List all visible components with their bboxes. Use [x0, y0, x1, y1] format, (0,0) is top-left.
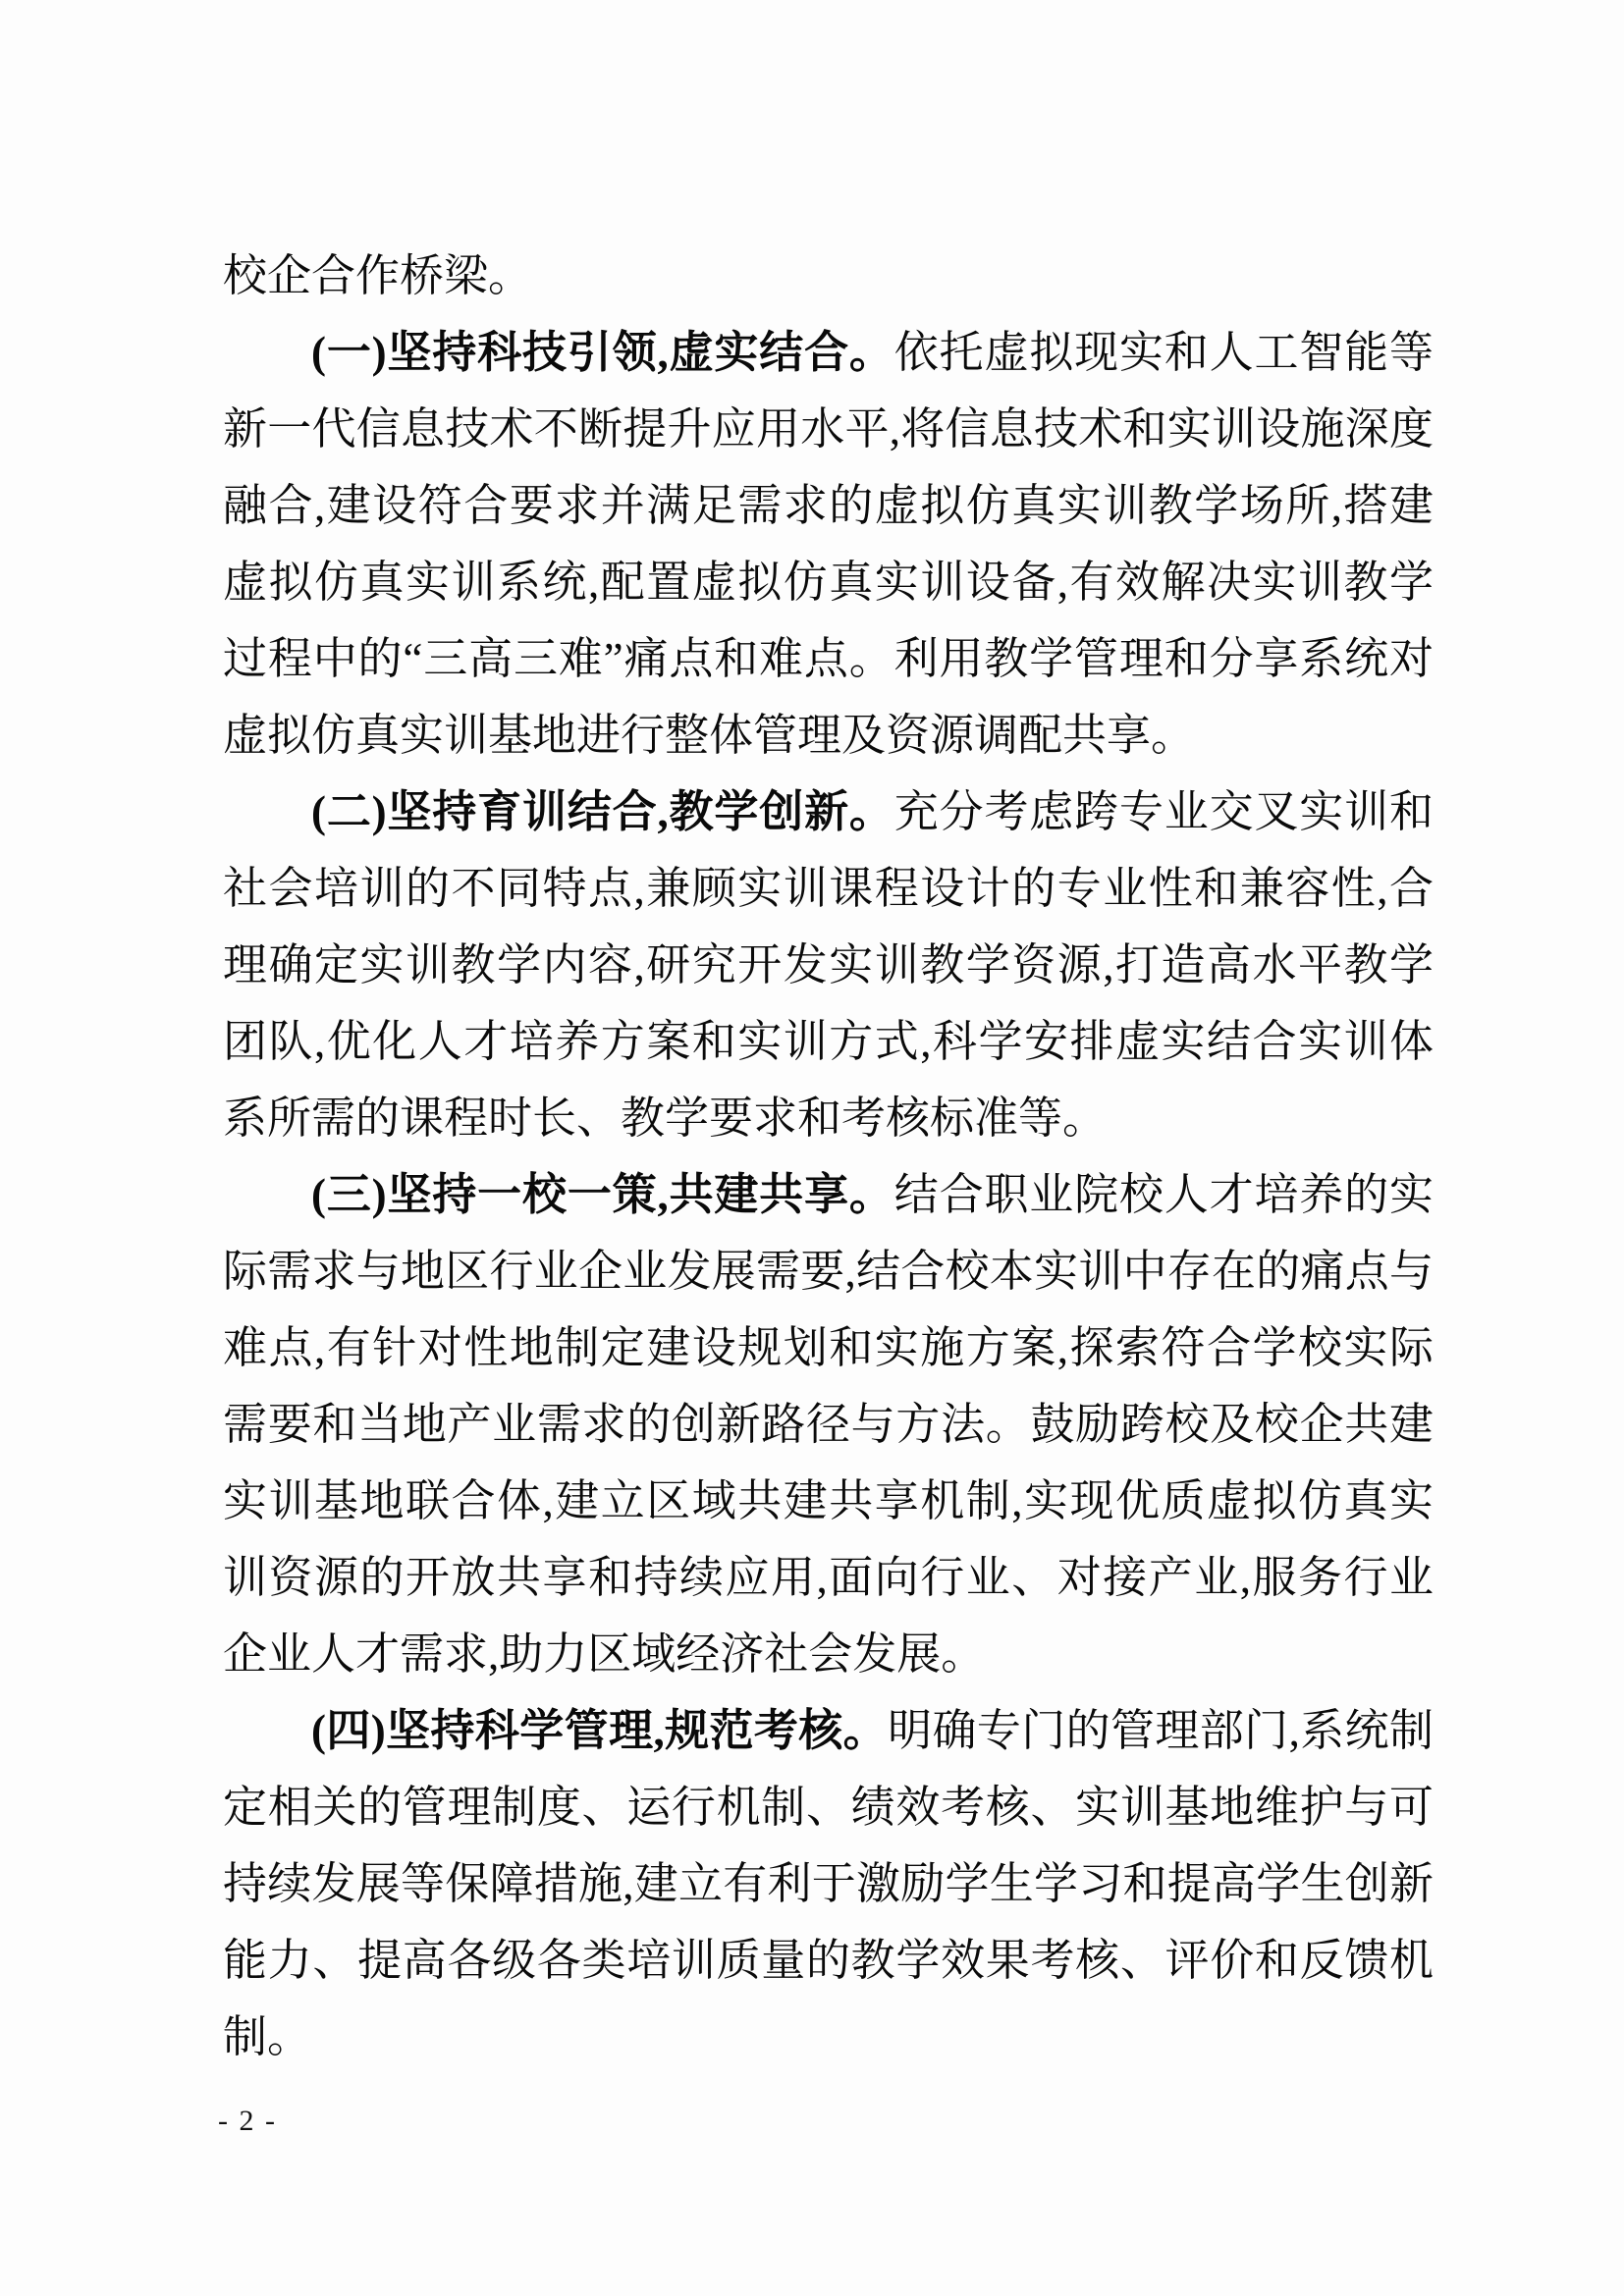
- page-number: - 2 -: [218, 2105, 277, 2137]
- paragraph-4: [223, 1692, 1434, 2075]
- paragraph-2-body: 充分考虑跨专业交叉实训和社会培训的不同特点,兼顾实训课程设计的专业性和兼容性,合理确定实训教学内容,研究开发实训教学资源,打造高水平教学团队,优化人才培养方案和实训方式,科学安排虚实结合实训体系所需的课程时长、教学要求和考核标准等。: [223, 787, 1434, 1143]
- paragraph-3-lead: (三)坚持一校一策,共建共享。: [311, 1170, 894, 1219]
- paragraph-1-lead: (一)坚持科技引领,虚实结合。: [311, 328, 894, 377]
- paragraph-continuation: 校企合作桥梁。: [223, 251, 533, 300]
- paragraph-4-lead: (四)坚持科学管理,规范考核。: [311, 1706, 889, 1755]
- paragraph-3: [223, 1156, 1434, 1692]
- paragraph-4-body: 明确专门的管理部门,系统制定相关的管理制度、运行机制、绩效考核、实训基地维护与可持续发展等保障措施,建立有利于激励学生学习和提高学生创新能力、提高各级各类培训质量的教学效果考核、评价和反馈机制。: [223, 1706, 1434, 2061]
- paragraph-1: [223, 314, 1434, 774]
- document-body: [223, 238, 1434, 2075]
- paragraph-2: [223, 774, 1434, 1156]
- paragraph-2-lead: (二)坚持育训结合,教学创新。: [311, 787, 894, 836]
- paragraph-3-body: 结合职业院校人才培养的实际需求与地区行业企业发展需要,结合校本实训中存在的痛点与难点,有针对性地制定建设规划和实施方案,探索符合学校实际需要和当地产业需求的创新路径与方法。鼓励跨校及校企共建实训基地联合体,建立区域共建共享机制,实现优质虚拟仿真实训资源的开放共享和持续应用,面向行业、对接产业,服务行业企业人才需求,助力区域经济社会发展。: [223, 1170, 1434, 1679]
- paragraph-1-body: 依托虚拟现实和人工智能等新一代信息技术不断提升应用水平,将信息技术和实训设施深度融合,建设符合要求并满足需求的虚拟仿真实训教学场所,搭建虚拟仿真实训系统,配置虚拟仿真实训设备,有效解决实训教学过程中的“三高三难”痛点和难点。利用教学管理和分享系统对虚拟仿真实训基地进行整体管理及资源调配共享。: [223, 328, 1434, 760]
